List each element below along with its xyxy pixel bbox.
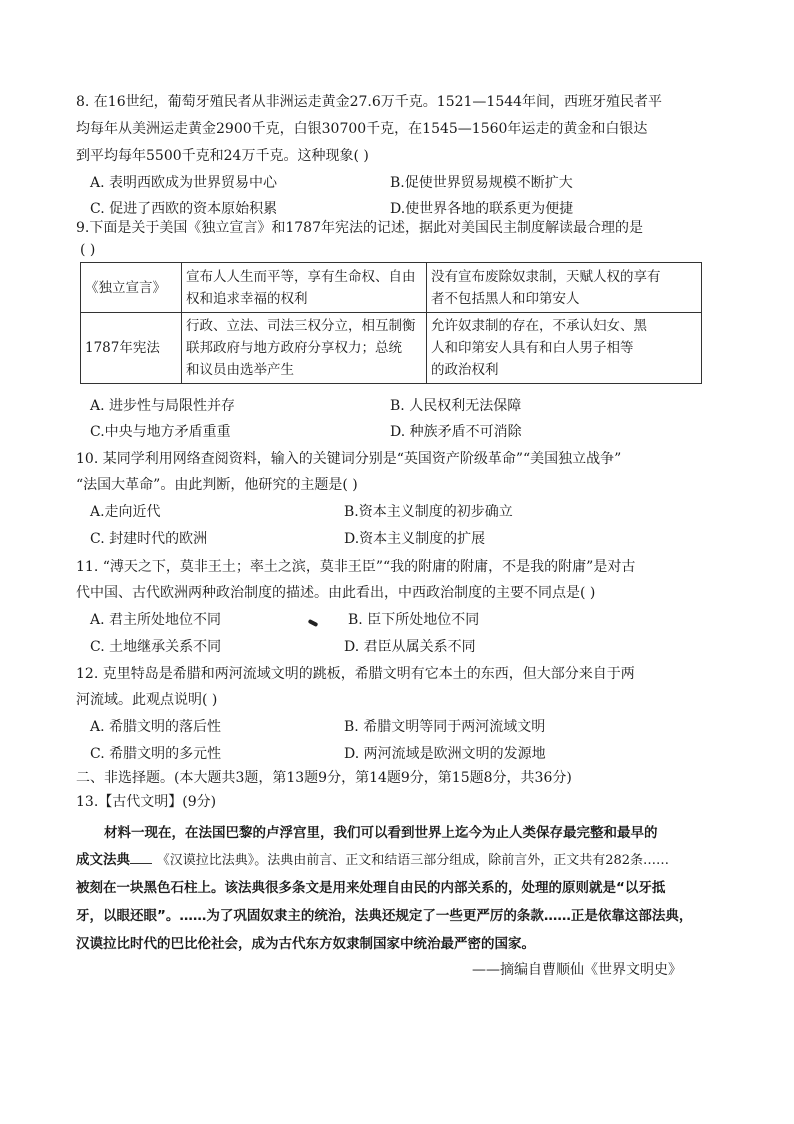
- material-text: 成文法典: [76, 852, 130, 868]
- table-row-header: 《独立宣言》: [81, 263, 182, 313]
- q10-stem-line-1: 10. 某同学利用网络查阅资料，输入的关键词分别是“英国资产阶级革命”“美国独立战争”: [76, 451, 622, 467]
- q13-source-citation: ——摘编自曹顺仙《世界文明史》: [472, 962, 682, 978]
- table-cell: [427, 263, 702, 313]
- q10-option-c[interactable]: C. 封建时代的欧洲: [90, 531, 208, 547]
- table-cell: [182, 313, 427, 384]
- q13-material-line-5: 汉谟拉比时代的巴比伦社会，成为古代东方奴隶制国家中统治最严密的国家。: [76, 936, 535, 952]
- q13-material-line-1: 材料一现在，在法国巴黎的卢浮宫里，我们可以看到世界上迄今为止人类保存最完整和最早的: [104, 825, 658, 841]
- q10-option-d[interactable]: D.资本主义制度的扩展: [344, 531, 486, 547]
- q11-stem-line-2: 代中国、古代欧洲两种政治制度的描述。由此看出，中西政治制度的主要不同点是( ): [76, 585, 596, 601]
- q13-title: 13.【古代文明】(9分): [76, 794, 217, 810]
- q10-stem-line-2: “法国大革命”。由此判断，他研究的主题是( ): [76, 477, 358, 493]
- table-row-header: 1787年宪法: [81, 313, 182, 384]
- q12-option-b[interactable]: B. 希腊文明等同于两河流域文明: [344, 719, 546, 735]
- cell-line: 和议员由选举产生: [186, 362, 294, 378]
- q8-stem-line-2: 均每年从美洲运走黄金2900千克，白银30700千克，在1545—1560年运走的黄金和白银达: [76, 121, 648, 137]
- q9-option-d[interactable]: D. 种族矛盾不可消除: [390, 424, 522, 440]
- cell-line: 允许奴隶制的存在，不承认妇女、黑: [431, 318, 647, 334]
- q12-option-a[interactable]: A. 希腊文明的落后性: [90, 719, 222, 735]
- cell-line: 行政、立法、司法三权分立，相互制衡: [186, 318, 416, 334]
- q9-comparison-table: [80, 262, 702, 384]
- q12-stem-line-1: 12. 克里特岛是希腊和两河流域文明的跳板，希腊文明有它本土的东西，但大部分来自于两: [76, 666, 635, 682]
- table-row: [81, 263, 702, 313]
- q8-stem-line-3: 到平均每年5500千克和24万千克。这种现象( ): [76, 148, 369, 164]
- q8-option-a[interactable]: A. 表明西欧成为世界贸易中心: [90, 175, 278, 191]
- q13-material-line-4: 牙，以眼还眼”。……为了巩固奴隶主的统治，法典还规定了一些更严厉的条款……正是依靠这部法典，: [76, 908, 693, 924]
- section-2-heading: 二、非选择题。(本大题共3题，第13题9分，第14题9分，第15题8分，共36分): [76, 770, 572, 786]
- q11-stem-line-1: 11. “溥天之下，莫非王土；率土之滨，莫非王臣”“我的附庸的附庸，不是我的附庸”是对古: [76, 559, 636, 575]
- q9-option-b[interactable]: B. 人民权利无法保障: [390, 398, 522, 414]
- material-text: 《汉谟拉比法典》。法典由前言、正文和结语三部分组成，除前言外，正文共有282条……: [156, 853, 670, 868]
- table-row: [81, 313, 702, 384]
- q11-option-d[interactable]: D. 君臣从属关系不同: [344, 639, 476, 655]
- q8-option-c[interactable]: C. 促进了西欧的资本原始积累: [90, 201, 278, 217]
- q10-option-b[interactable]: B.资本主义制度的初步确立: [344, 504, 513, 520]
- q13-material-line-2: [76, 849, 669, 872]
- q9-option-c[interactable]: C.中央与地方矛盾重重: [90, 424, 231, 440]
- cell-line: 权和追求幸福的权利: [186, 290, 308, 307]
- q12-option-d[interactable]: D. 两河流域是欧洲文明的发源地: [344, 746, 546, 762]
- q12-stem-line-2: 河流域。此观点说明( ): [76, 692, 218, 708]
- q12-option-c[interactable]: C. 希腊文明的多元性: [90, 746, 222, 762]
- q9-stem-line-2: ( ): [80, 242, 96, 258]
- q13-material-line-3: 被刻在一块黑色石柱上。该法典很多条文是用来处理自由民的内部关系的，处理的原则就是“以牙抵: [76, 880, 666, 896]
- q9-stem-line-1: 9.下面是关于美国《独立宣言》和1787年宪法的记述，据此对美国民主制度解读最合理的是: [76, 220, 643, 236]
- q9-option-a[interactable]: A. 进步性与局限性并存: [90, 398, 236, 414]
- q11-option-a[interactable]: A. 君主所处地位不同: [90, 612, 222, 628]
- cell-line: 者不包括黑人和印第安人: [431, 290, 580, 307]
- cell-line: 宣布人人生而平等，享有生命权、自由: [186, 268, 416, 285]
- blank-underline: [130, 849, 152, 864]
- q10-option-a[interactable]: A.走向近代: [90, 504, 161, 520]
- q11-option-b[interactable]: B. 臣下所处地位不同: [348, 612, 480, 628]
- cell-line: 的政治权利: [431, 362, 499, 378]
- q8-option-b[interactable]: B.促使世界贸易规模不断扩大: [390, 175, 573, 191]
- cell-line: 没有宣布废除奴隶制，天赋人权的享有: [431, 268, 661, 285]
- stray-pen-mark: [308, 619, 319, 627]
- q8-option-d[interactable]: D.使世界各地的联系更为便捷: [390, 201, 574, 217]
- table-cell: [427, 313, 702, 384]
- table-cell: [182, 263, 427, 313]
- cell-line: 联邦政府与地方政府分享权力；总统: [186, 340, 402, 356]
- q11-option-c[interactable]: C. 土地继承关系不同: [90, 639, 222, 655]
- cell-line: 人和印第安人具有和白人男子相等: [431, 340, 634, 356]
- q8-stem-line-1: 8. 在16世纪，葡萄牙殖民者从非洲运走黄金27.6万千克。1521—1544年间，西班牙殖民者平: [76, 94, 663, 110]
